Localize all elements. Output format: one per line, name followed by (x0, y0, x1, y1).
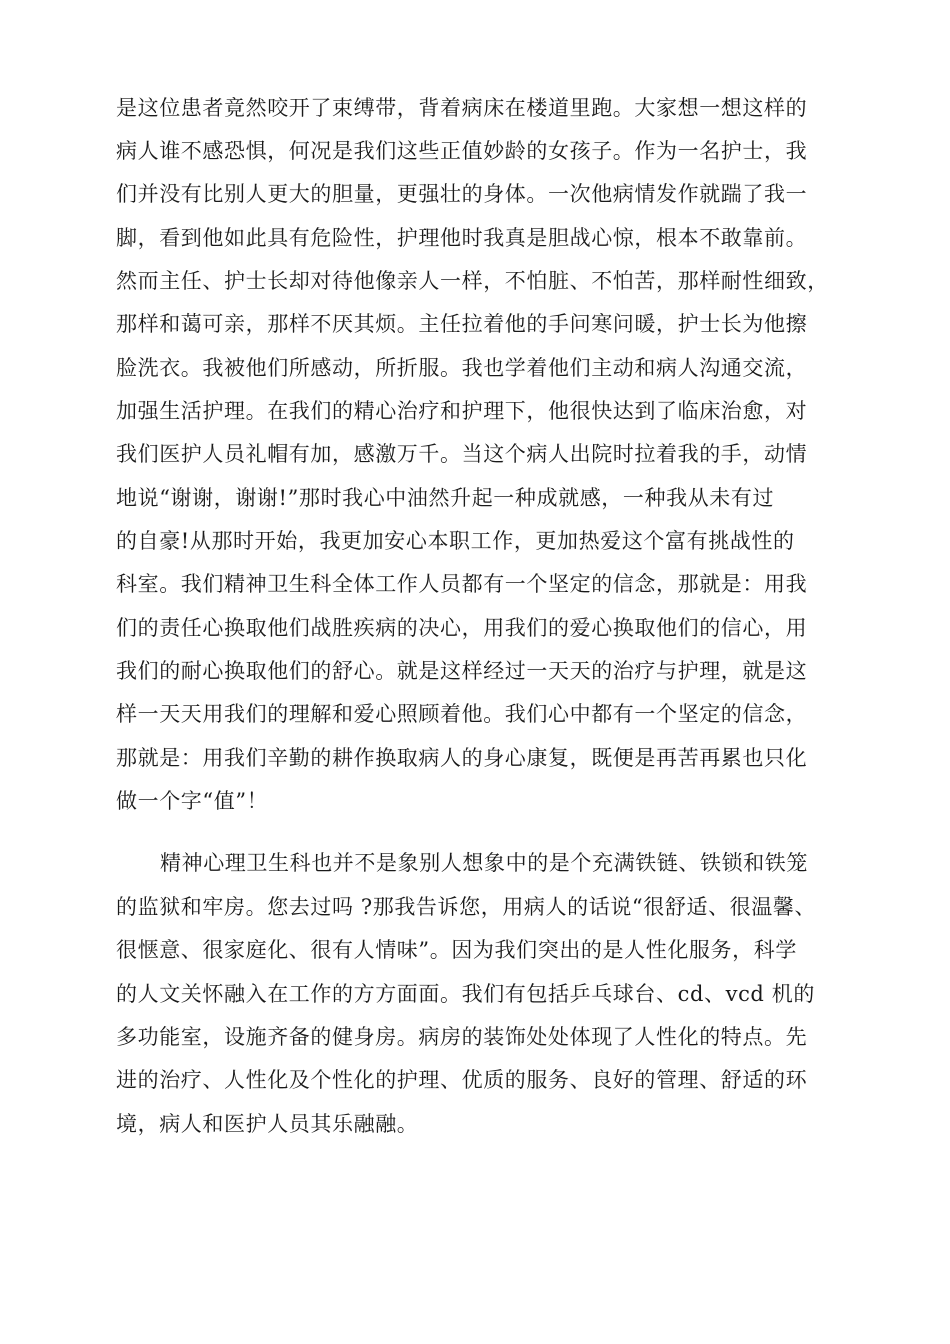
text-line: 我们的耐心换取他们的舒心。就是这样经过一天天的治疗与护理，就是这 (116, 659, 808, 683)
text-line: 脸洗衣。我被他们所感动，所折服。我也学着他们主动和病人沟通交流， (116, 356, 808, 380)
text-line: 多功能室，设施齐备的健身房。病房的装饰处处体现了人性化的特点。先 (116, 1025, 808, 1049)
text-line: 们并没有比别人更大的胆量，更强壮的身体。一次他病情发作就踹了我一 (116, 182, 808, 206)
text-line: 我们医护人员礼帽有加，感激万千。当这个病人出院时拉着我的手，动情 (116, 442, 808, 466)
text-line: 样一天天用我们的理解和爱心照顾着他。我们心中都有一个坚定的信念， (116, 702, 808, 726)
text-line: 然而主任、护士长却对待他像亲人一样，不怕脏、不怕苦，那样耐性细致， (116, 269, 829, 293)
text-line: 的监狱和牢房。您去过吗 ?那我告诉您，用病人的话说“很舒适、很温馨、 (116, 895, 817, 919)
text-line: 脚，看到他如此具有危险性，护理他时我真是胆战心惊，根本不敢靠前。 (116, 226, 808, 250)
text-line: 很惬意、很家庭化、很有人情味”。因为我们突出的是人性化服务，科学 (116, 938, 797, 962)
text-line: 加强生活护理。在我们的精心治疗和护理下，他很快达到了临床治愈，对 (116, 399, 808, 423)
text-line: 的人文关怀融入在工作的方方面面。我们有包括乒乓球台、cd、vcd 机的 (116, 982, 815, 1006)
text-line: 的自豪!从那时开始，我更加安心本职工作，更加热爱这个富有挑战性的 (116, 529, 795, 553)
text-line: 境，病人和医护人员其乐融融。 (116, 1112, 419, 1136)
text-line: 进的治疗、人性化及个性化的护理、优质的服务、良好的管理、舒适的环 (116, 1068, 808, 1092)
text-line: 地说“谢谢，谢谢!”那时我心中油然升起一种成就感，一种我从未有过 (116, 486, 775, 510)
text-line: 那就是：用我们辛勤的耕作换取病人的身心康复，既便是再苦再累也只化 (116, 746, 808, 770)
text-line: 那样和蔼可亲，那样不厌其烦。主任拉着他的手问寒问暖，护士长为他擦 (116, 312, 808, 336)
text-line: 们的责任心换取他们战胜疾病的决心，用我们的爱心换取他们的信心，用 (116, 616, 808, 640)
text-line: 科室。我们精神卫生科全体工作人员都有一个坚定的信念，那就是：用我 (116, 572, 808, 596)
text-line: 病人谁不感恐惧，何况是我们这些正值妙龄的女孩子。作为一名护士，我 (116, 139, 808, 163)
text-line: 做一个字“值”！ (116, 789, 269, 813)
text-line: 精神心理卫生科也并不是象别人想象中的是个充满铁链、铁锁和铁笼 (160, 851, 808, 875)
text-line: 是这位患者竟然咬开了束缚带，背着病床在楼道里跑。大家想一想这样的 (116, 96, 808, 120)
